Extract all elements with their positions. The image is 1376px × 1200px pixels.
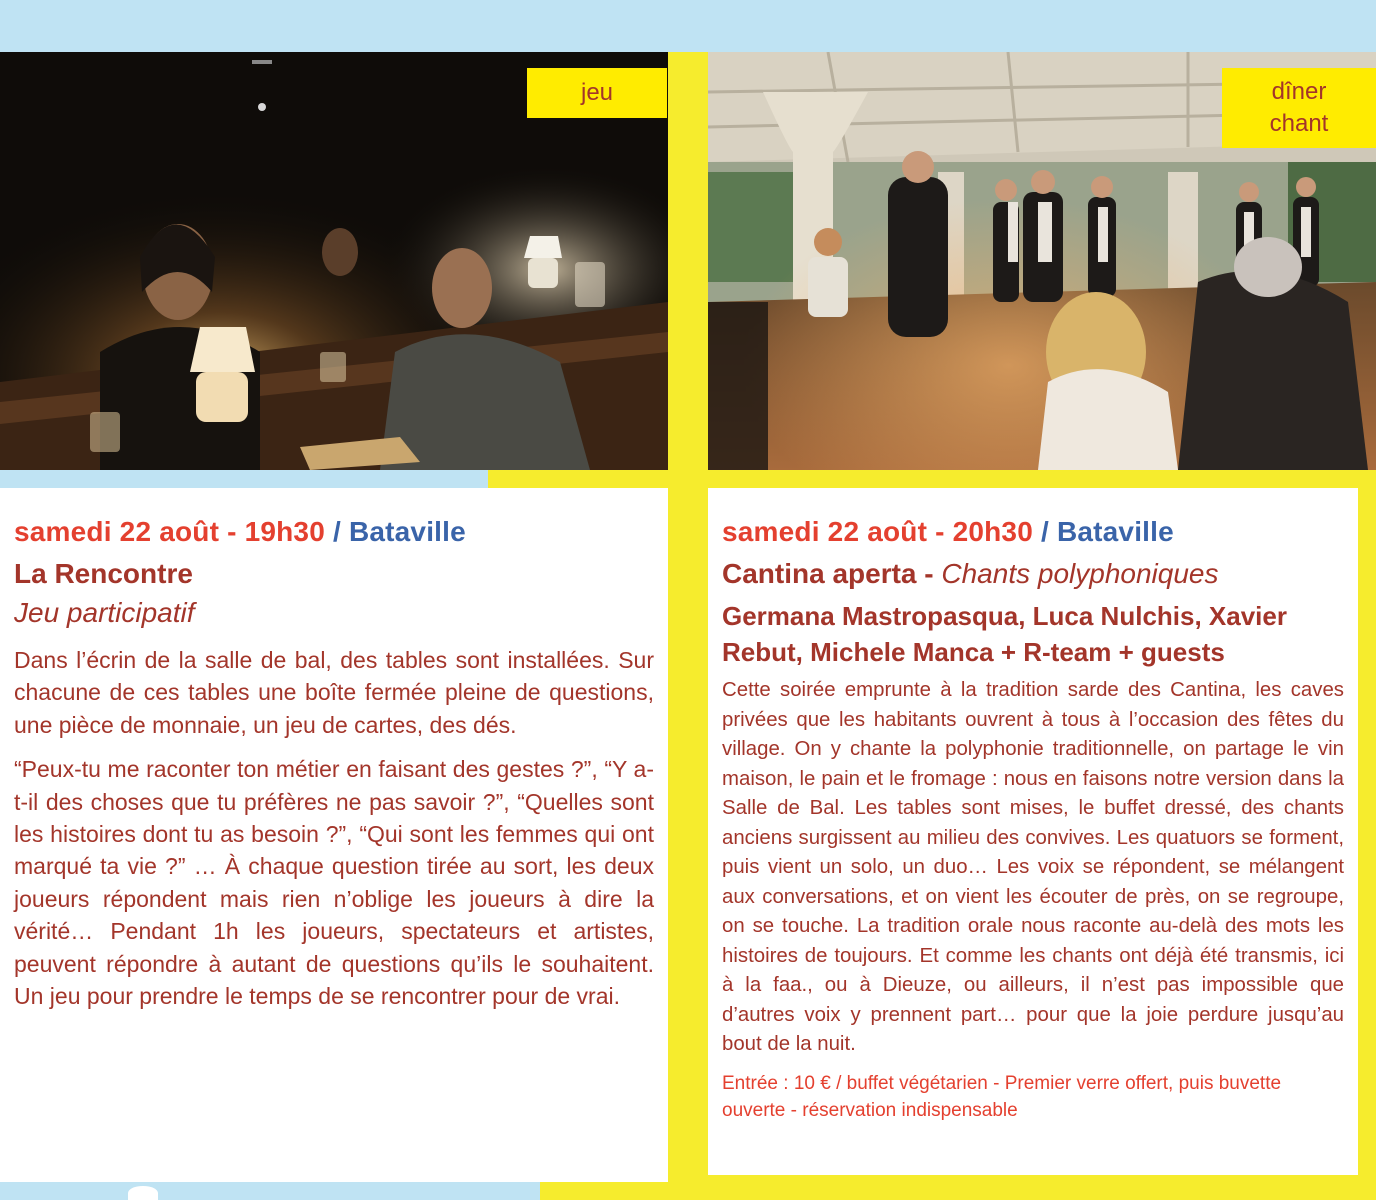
category-tag-jeu: jeu (527, 68, 667, 118)
event-description-1: Dans l’écrin de la salle de bal, des tables sont installées. Sur chacune de ces tables une boîte fermée pleine de questions, une pièce de monnaie, un jeu de cartes, des dés. (14, 647, 654, 738)
yellow-strip (488, 470, 668, 488)
event-place: Bataville (1056, 516, 1174, 547)
event-card-cantina-aperta (708, 488, 1358, 1175)
event-date-line (14, 512, 654, 552)
date-separator: / (324, 516, 349, 547)
tag-line-chant: chant (1269, 110, 1329, 137)
event-date: samedi 22 août - 19h30 (14, 516, 325, 547)
event-date-line (722, 512, 1344, 552)
category-tag-diner-chant (1222, 68, 1376, 148)
event-date: samedi 22 août - 20h30 (722, 516, 1033, 547)
event-performers: Germana Mastropasqua, Luca Nulchis, Xavier Rebut, Michele Manca + R-team + guests (722, 601, 1287, 667)
event-card-la-rencontre (0, 488, 668, 1182)
event-entry-info: Entrée : 10 € / buffet végétarien - Premier verre offert, puis buvette ouverte - réservation indispensable (722, 1072, 1282, 1121)
decorative-blob (128, 1186, 158, 1200)
event-title: La Rencontre (14, 558, 193, 589)
event-subtitle: Jeu participatif (14, 597, 195, 628)
bottom-sky-band (0, 1182, 560, 1200)
event-title-genre: Chants polyphoniques (941, 558, 1219, 589)
event-description-2: “Peux-tu me raconter ton métier en faisant des gestes ?”, “Y a-t-il des choses que tu préfères ne pas savoir ?”, “Quelles sont les histoires dont tu as besoin ?”, “Qui sont les femmes qui ont marqué ta vie ?” … À chaque question tirée au sort, les deux joueurs répondent mais rien n’oblige les joueurs à dire la vérité… Pendant 1h les joueurs, spectateurs et artistes, peuvent répondre à autant de questions qu’ils le souhaitent. Un jeu pour prendre le temps de se rencontrer pour de vrai. (14, 756, 654, 1010)
event-description: Cette soirée emprunte à la tradition sarde des Cantina, les caves privées que les habitants ouvrent à tous à l’occasion des fêtes du village. On y chante la polyphonie traditionnelle, on partage le vin maison, le pain et le fromage : nous en faisons notre version dans la Salle de Bal. Les tables sont mises, le buffet dressé, des chants anciens surgissent au milieu des convives. Les quatuors se forment, puis vient un solo, un duo… Les voix se répondent, se mélangent aux conversations, et on vient les écouter de près, on se regroupe, on se touche. La tradition orale nous raconte au-delà des mots les histoires de toujours. Et comme les chants ont déjà été transmis, ici à la faa., ou à Dieuze, ou ailleurs, il n’est pas impossible que d’autres voix y prennent part… pour que la joie perdure jusqu’au bout de la nuit. (722, 679, 1344, 1055)
top-sky-band (0, 0, 1376, 52)
tag-line-diner: dîner (1271, 78, 1327, 105)
event-place: Bataville (348, 516, 466, 547)
event-title (722, 554, 1344, 594)
date-separator: / (1032, 516, 1057, 547)
event-title-main: Cantina aperta - (722, 558, 942, 589)
